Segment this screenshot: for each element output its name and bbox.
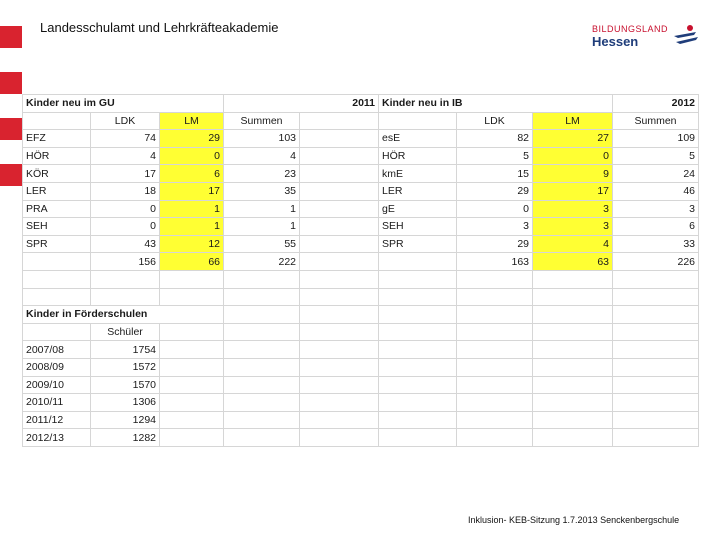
ib-table-title: Kinder neu in IB: [379, 95, 613, 113]
table-row: [23, 270, 699, 288]
gu-row-label: KÖR: [23, 165, 91, 183]
empty-cell: [300, 147, 379, 165]
ib-sum-value: 3: [613, 200, 699, 218]
empty-cell: [300, 394, 379, 412]
foerder-col-schueler: Schüler: [91, 323, 160, 341]
empty-cell: [300, 288, 379, 306]
table-row: [23, 429, 699, 447]
ib-row-label: LER: [379, 182, 457, 200]
ib-ldk-value: 15: [457, 165, 533, 183]
empty-cell: [613, 358, 699, 376]
empty-cell: [613, 323, 699, 341]
side-accent-bar: [0, 164, 22, 186]
ib-row-label: SPR: [379, 235, 457, 253]
empty-cell: [300, 341, 379, 359]
ib-total-ldk: 163: [457, 253, 533, 271]
empty-cell: [23, 270, 91, 288]
ib-row-label: esE: [379, 130, 457, 148]
table-row: [23, 112, 699, 130]
ib-ldk-value: 82: [457, 130, 533, 148]
empty-cell: [224, 288, 300, 306]
empty-cell: [224, 306, 300, 324]
empty-cell: [379, 323, 457, 341]
gu-sum-value: 103: [224, 130, 300, 148]
table-row: [23, 182, 699, 200]
empty-cell: [533, 341, 613, 359]
empty-cell: [533, 394, 613, 412]
foerder-count-value: 1572: [91, 358, 160, 376]
table-row: [23, 358, 699, 376]
empty-cell: [160, 341, 224, 359]
table-row: [23, 376, 699, 394]
empty-cell: [160, 429, 224, 447]
empty-cell: [160, 270, 224, 288]
empty-cell: [533, 323, 613, 341]
empty-cell: [300, 253, 379, 271]
ib-lm-value: 9: [533, 165, 613, 183]
ib-sum-value: 24: [613, 165, 699, 183]
empty-cell: [613, 270, 699, 288]
logo-line1: BILDUNGSLAND: [592, 24, 669, 34]
data-table: [22, 94, 699, 447]
logo-figure-icon: [670, 24, 700, 48]
gu-lm-value: 6: [160, 165, 224, 183]
gu-total-sum: 222: [224, 253, 300, 271]
logo-line2: Hessen: [592, 34, 639, 49]
ib-col-lm: LM: [533, 112, 613, 130]
gu-ldk-value: 43: [91, 235, 160, 253]
gu-ldk-value: 18: [91, 182, 160, 200]
empty-cell: [613, 341, 699, 359]
gu-row-label: SEH: [23, 218, 91, 236]
empty-cell: [300, 235, 379, 253]
empty-cell: [379, 270, 457, 288]
ib-sum-value: 5: [613, 147, 699, 165]
empty-cell: [379, 394, 457, 412]
empty-cell: [457, 306, 533, 324]
table-row: [23, 341, 699, 359]
gu-sum-value: 55: [224, 235, 300, 253]
empty-cell: [224, 376, 300, 394]
table-row: [23, 200, 699, 218]
gu-ldk-value: 0: [91, 200, 160, 218]
empty-cell: [300, 218, 379, 236]
gu-lm-value: 17: [160, 182, 224, 200]
empty-cell: [379, 358, 457, 376]
ib-ldk-value: 5: [457, 147, 533, 165]
foerder-year-label: 2007/08: [23, 341, 91, 359]
empty-cell: [379, 429, 457, 447]
table-row: [23, 218, 699, 236]
empty-cell: [533, 358, 613, 376]
table-row: [23, 306, 699, 324]
gu-ldk-value: 0: [91, 218, 160, 236]
empty-cell: [224, 394, 300, 412]
ib-sum-value: 33: [613, 235, 699, 253]
table-row: [23, 288, 699, 306]
ib-year: 2012: [613, 95, 699, 113]
gu-row-label: HÖR: [23, 147, 91, 165]
empty-cell: [300, 411, 379, 429]
empty-cell: [300, 130, 379, 148]
empty-cell: [533, 288, 613, 306]
foerder-year-label: 2008/09: [23, 358, 91, 376]
empty-cell: [613, 288, 699, 306]
empty-cell: [379, 376, 457, 394]
gu-table-title: Kinder neu im GU: [23, 95, 224, 113]
empty-cell: [613, 306, 699, 324]
gu-lm-value: 0: [160, 147, 224, 165]
empty-cell: [379, 112, 457, 130]
ib-row-label: gE: [379, 200, 457, 218]
table-row: [23, 165, 699, 183]
empty-cell: [224, 323, 300, 341]
table-row: [23, 394, 699, 412]
empty-cell: [23, 288, 91, 306]
table-row: [23, 235, 699, 253]
empty-cell: [300, 376, 379, 394]
ib-sum-value: 46: [613, 182, 699, 200]
empty-cell: [379, 411, 457, 429]
ib-lm-value: 3: [533, 200, 613, 218]
table-row: [23, 411, 699, 429]
empty-cell: [457, 411, 533, 429]
gu-col-lm: LM: [160, 112, 224, 130]
empty-cell: [300, 270, 379, 288]
foerder-count-value: 1754: [91, 341, 160, 359]
ib-ldk-value: 3: [457, 218, 533, 236]
ib-col-summen: Summen: [613, 112, 699, 130]
foerder-year-label: 2011/12: [23, 411, 91, 429]
empty-cell: [160, 358, 224, 376]
table-row: [23, 323, 699, 341]
empty-cell: [457, 394, 533, 412]
foerder-year-label: 2010/11: [23, 394, 91, 412]
empty-cell: [91, 270, 160, 288]
gu-lm-value: 1: [160, 218, 224, 236]
table-row: [23, 253, 699, 271]
ib-lm-value: 0: [533, 147, 613, 165]
empty-cell: [533, 306, 613, 324]
empty-cell: [457, 429, 533, 447]
empty-cell: [613, 429, 699, 447]
empty-cell: [160, 323, 224, 341]
gu-col-ldk: LDK: [91, 112, 160, 130]
table-row: [23, 95, 699, 113]
ib-sum-value: 6: [613, 218, 699, 236]
gu-sum-value: 23: [224, 165, 300, 183]
gu-sum-value: 35: [224, 182, 300, 200]
side-accent-bar: [0, 26, 22, 48]
empty-cell: [613, 411, 699, 429]
empty-cell: [300, 200, 379, 218]
empty-cell: [160, 411, 224, 429]
foerder-count-value: 1570: [91, 376, 160, 394]
footer-text: Inklusion- KEB-Sitzung 1.7.2013 Senckenbergschule: [468, 515, 680, 525]
ib-lm-value: 27: [533, 130, 613, 148]
empty-cell: [457, 376, 533, 394]
empty-cell: [533, 376, 613, 394]
header-title: Landesschulamt und Lehrkräfteakademie: [40, 20, 279, 35]
side-accent-bar: [0, 118, 22, 140]
ib-col-ldk: LDK: [457, 112, 533, 130]
empty-cell: [457, 288, 533, 306]
empty-cell: [379, 253, 457, 271]
gu-lm-value: 29: [160, 130, 224, 148]
empty-cell: [300, 112, 379, 130]
empty-cell: [300, 358, 379, 376]
ib-row-label: SEH: [379, 218, 457, 236]
ib-sum-value: 109: [613, 130, 699, 148]
ib-ldk-value: 0: [457, 200, 533, 218]
gu-lm-value: 12: [160, 235, 224, 253]
empty-cell: [300, 182, 379, 200]
gu-row-label: LER: [23, 182, 91, 200]
empty-cell: [23, 253, 91, 271]
gu-total-lm: 66: [160, 253, 224, 271]
foerder-count-value: 1282: [91, 429, 160, 447]
empty-cell: [160, 288, 224, 306]
gu-ldk-value: 74: [91, 130, 160, 148]
ib-total-sum: 226: [613, 253, 699, 271]
ib-lm-value: 4: [533, 235, 613, 253]
ib-row-label: kmE: [379, 165, 457, 183]
ib-row-label: HÖR: [379, 147, 457, 165]
empty-cell: [224, 358, 300, 376]
empty-cell: [613, 376, 699, 394]
foerder-year-label: 2009/10: [23, 376, 91, 394]
gu-sum-value: 4: [224, 147, 300, 165]
empty-cell: [160, 376, 224, 394]
gu-sum-value: 1: [224, 200, 300, 218]
empty-cell: [224, 270, 300, 288]
foerder-count-value: 1294: [91, 411, 160, 429]
gu-row-label: SPR: [23, 235, 91, 253]
gu-total-ldk: 156: [91, 253, 160, 271]
ib-total-lm: 63: [533, 253, 613, 271]
table-row: [23, 130, 699, 148]
gu-row-label: EFZ: [23, 130, 91, 148]
empty-cell: [23, 323, 91, 341]
gu-lm-value: 1: [160, 200, 224, 218]
empty-cell: [533, 411, 613, 429]
empty-cell: [91, 288, 160, 306]
side-accent-bar: [0, 72, 22, 94]
gu-ldk-value: 4: [91, 147, 160, 165]
gu-sum-value: 1: [224, 218, 300, 236]
empty-cell: [300, 429, 379, 447]
empty-cell: [160, 394, 224, 412]
foerder-count-value: 1306: [91, 394, 160, 412]
ib-lm-value: 17: [533, 182, 613, 200]
gu-ldk-value: 17: [91, 165, 160, 183]
empty-cell: [23, 112, 91, 130]
empty-cell: [379, 341, 457, 359]
ib-ldk-value: 29: [457, 182, 533, 200]
empty-cell: [613, 394, 699, 412]
ib-lm-value: 3: [533, 218, 613, 236]
gu-year: 2011: [224, 95, 379, 113]
empty-cell: [457, 358, 533, 376]
bildungsland-hessen-logo: [592, 24, 704, 54]
empty-cell: [457, 270, 533, 288]
empty-cell: [224, 429, 300, 447]
spreadsheet: [22, 94, 698, 446]
empty-cell: [300, 323, 379, 341]
foerder-table-title: Kinder in Förderschulen: [23, 306, 224, 324]
empty-cell: [457, 341, 533, 359]
foerder-year-label: 2012/13: [23, 429, 91, 447]
gu-row-label: PRA: [23, 200, 91, 218]
empty-cell: [224, 341, 300, 359]
gu-col-summen: Summen: [224, 112, 300, 130]
empty-cell: [533, 429, 613, 447]
empty-cell: [533, 270, 613, 288]
empty-cell: [379, 288, 457, 306]
empty-cell: [224, 411, 300, 429]
empty-cell: [300, 165, 379, 183]
ib-ldk-value: 29: [457, 235, 533, 253]
empty-cell: [379, 306, 457, 324]
empty-cell: [457, 323, 533, 341]
empty-cell: [300, 306, 379, 324]
table-row: [23, 147, 699, 165]
